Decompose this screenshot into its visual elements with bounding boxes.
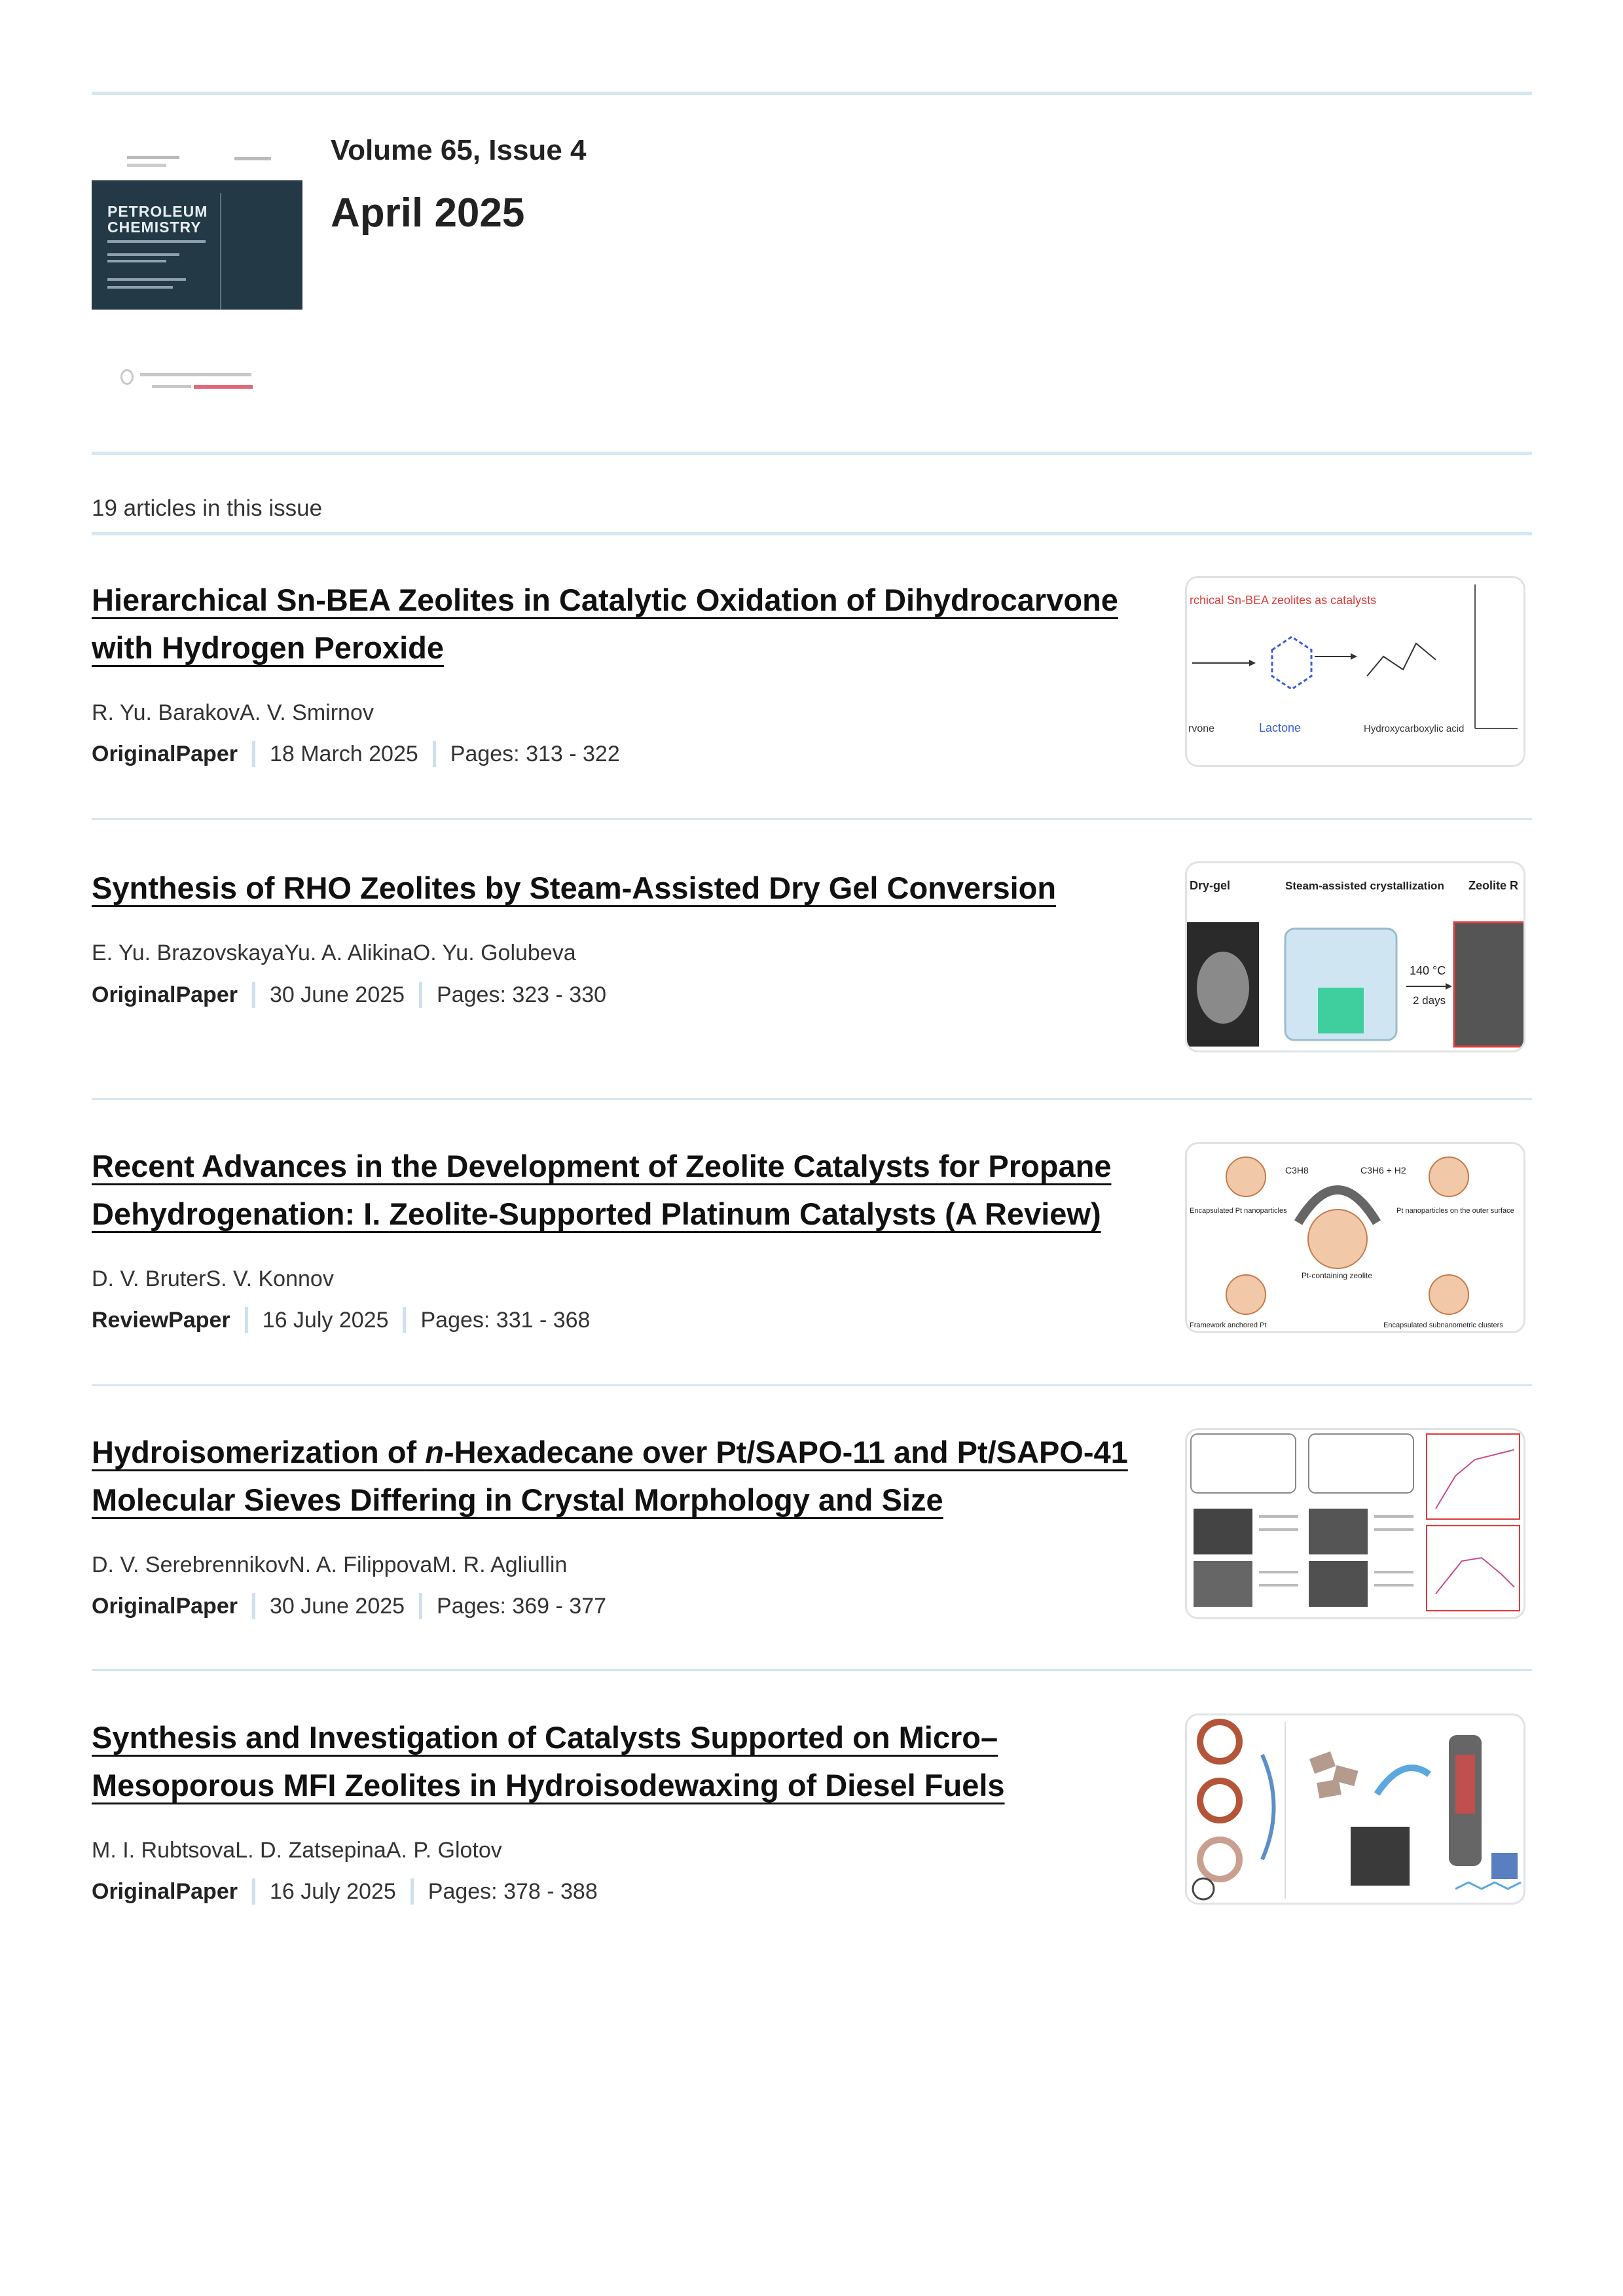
meta-separator bbox=[252, 741, 255, 767]
article-meta bbox=[92, 1307, 590, 1333]
article-title-link[interactable]: Hierarchical Sn-BEA Zeolites in Catalytic Oxidation of Dihydrocarvone with Hydrogen Peroxide bbox=[92, 583, 1118, 665]
thumb-label: C3H8 bbox=[1285, 1165, 1309, 1175]
thumb-label: Pt nanoparticles on the outer surface bbox=[1396, 1207, 1514, 1215]
meta-separator bbox=[403, 1307, 406, 1333]
issue-volume: Volume 65, Issue 4 bbox=[331, 134, 587, 166]
thumb-label: 140 °C bbox=[1410, 964, 1446, 977]
cover-journal-name: PETROLEUM CHEMISTRY bbox=[107, 203, 208, 236]
article-title bbox=[92, 864, 1152, 912]
article-type: OriginalPaper bbox=[92, 1593, 238, 1619]
thumb-label: Dry-gel bbox=[1190, 879, 1231, 892]
article-graphical-abstract[interactable] bbox=[1185, 1713, 1525, 1905]
article-authors: D. V. SerebrennikovN. A. FilippovaM. R. Agliullin bbox=[92, 1552, 568, 1577]
title-italic-part: n bbox=[425, 1435, 444, 1469]
article-title bbox=[92, 576, 1152, 672]
article-title-link[interactable] bbox=[92, 1435, 1128, 1517]
article-meta bbox=[92, 741, 620, 767]
article-date: 16 July 2025 bbox=[269, 1878, 396, 1904]
article-divider bbox=[92, 818, 1532, 820]
article-title bbox=[92, 1142, 1152, 1238]
top-divider bbox=[92, 92, 1532, 95]
article-divider bbox=[92, 1384, 1532, 1386]
article-meta bbox=[92, 1593, 606, 1619]
thumb-label: Lactone bbox=[1259, 721, 1302, 734]
article-type: OriginalPaper bbox=[92, 1878, 238, 1904]
article-graphical-abstract[interactable] bbox=[1185, 861, 1525, 1052]
article-title-link[interactable]: Synthesis and Investigation of Catalysts Supported on Micro–Mesoporous MFI Zeolites in Hydroisodewaxing of Diesel Fuels bbox=[92, 1720, 1005, 1803]
thumb-label: Framework anchored Pt bbox=[1190, 1321, 1267, 1329]
article-pages: Pages: 313 - 322 bbox=[450, 741, 620, 766]
article-graphical-abstract[interactable] bbox=[1185, 1428, 1525, 1619]
article-date: 30 June 2025 bbox=[269, 1593, 405, 1619]
cover-panel bbox=[92, 180, 302, 310]
article-title-link[interactable]: Recent Advances in the Development of Zeolite Catalysts for Propane Dehydrogenation: I. Zeolite-Supported Platinum Catalysts (A Review) bbox=[92, 1149, 1112, 1231]
article-authors: D. V. BruterS. V. Konnov bbox=[92, 1266, 334, 1291]
meta-separator bbox=[433, 741, 436, 767]
publisher-logo bbox=[120, 367, 278, 399]
article-meta bbox=[92, 982, 606, 1008]
thumb-label: Pt-containing zeolite bbox=[1302, 1271, 1373, 1280]
meta-separator bbox=[419, 1593, 422, 1619]
article-divider bbox=[92, 1669, 1532, 1671]
title-part: -Hexadecane over Pt/SAPO-11 and Pt/SAPO-41 Molecular Sieves Differing in Crystal Morphology and Size bbox=[92, 1435, 1128, 1517]
thumb-label: Encapsulated Pt nanoparticles bbox=[1190, 1207, 1287, 1215]
article-authors: R. Yu. BarakovA. V. Smirnov bbox=[92, 700, 374, 725]
article-type: ReviewPaper bbox=[92, 1307, 230, 1333]
thumb-label: Encapsulated subnanometric clusters bbox=[1383, 1321, 1503, 1329]
article-authors: M. I. RubtsovaL. D. ZatsepinaA. P. Glotov bbox=[92, 1838, 502, 1863]
article-graphical-abstract[interactable] bbox=[1185, 576, 1525, 767]
article-pages: Pages: 331 - 368 bbox=[420, 1307, 591, 1333]
meta-separator bbox=[410, 1878, 414, 1905]
journal-cover-image[interactable] bbox=[92, 131, 302, 412]
article-divider bbox=[92, 1098, 1532, 1100]
cover-header bbox=[92, 131, 302, 178]
article-count: 19 articles in this issue bbox=[92, 495, 323, 521]
article-title bbox=[92, 1428, 1152, 1524]
article-meta bbox=[92, 1878, 598, 1905]
thumb-label: C3H6 + H2 bbox=[1360, 1165, 1406, 1175]
article-type: OriginalPaper bbox=[92, 982, 238, 1007]
meta-separator bbox=[245, 1307, 248, 1333]
article-type: OriginalPaper bbox=[92, 741, 238, 766]
article-graphical-abstract[interactable] bbox=[1185, 1142, 1525, 1333]
article-date: 16 July 2025 bbox=[262, 1307, 389, 1333]
meta-separator bbox=[419, 982, 422, 1008]
article-pages: Pages: 369 - 377 bbox=[437, 1593, 607, 1619]
issue-date: April 2025 bbox=[331, 190, 525, 236]
meta-separator bbox=[252, 1593, 255, 1619]
header-divider bbox=[92, 452, 1532, 455]
thumb-label: Hydroxycarboxylic acid bbox=[1364, 723, 1465, 734]
thumb-label: Steam-assisted crystallization bbox=[1285, 880, 1444, 892]
article-title-link[interactable]: Synthesis of RHO Zeolites by Steam-Assisted Dry Gel Conversion bbox=[92, 870, 1057, 905]
count-divider bbox=[92, 532, 1532, 535]
thumb-label: 2 days bbox=[1413, 994, 1446, 1007]
meta-separator bbox=[252, 982, 255, 1008]
title-part: Hydroisomerization of bbox=[92, 1435, 426, 1469]
article-date: 30 June 2025 bbox=[269, 982, 405, 1007]
thumb-label: Zeolite R bbox=[1468, 879, 1519, 892]
article-title bbox=[92, 1713, 1152, 1809]
thumb-label: rvone bbox=[1188, 723, 1215, 734]
article-pages: Pages: 323 - 330 bbox=[437, 982, 607, 1007]
article-pages: Pages: 378 - 388 bbox=[428, 1878, 598, 1904]
article-authors: E. Yu. BrazovskayaYu. A. AlikinaO. Yu. Golubeva bbox=[92, 941, 576, 965]
thumb-caption: rchical Sn-BEA zeolites as catalysts bbox=[1190, 594, 1377, 607]
meta-separator bbox=[252, 1878, 255, 1905]
article-date: 18 March 2025 bbox=[269, 741, 418, 766]
